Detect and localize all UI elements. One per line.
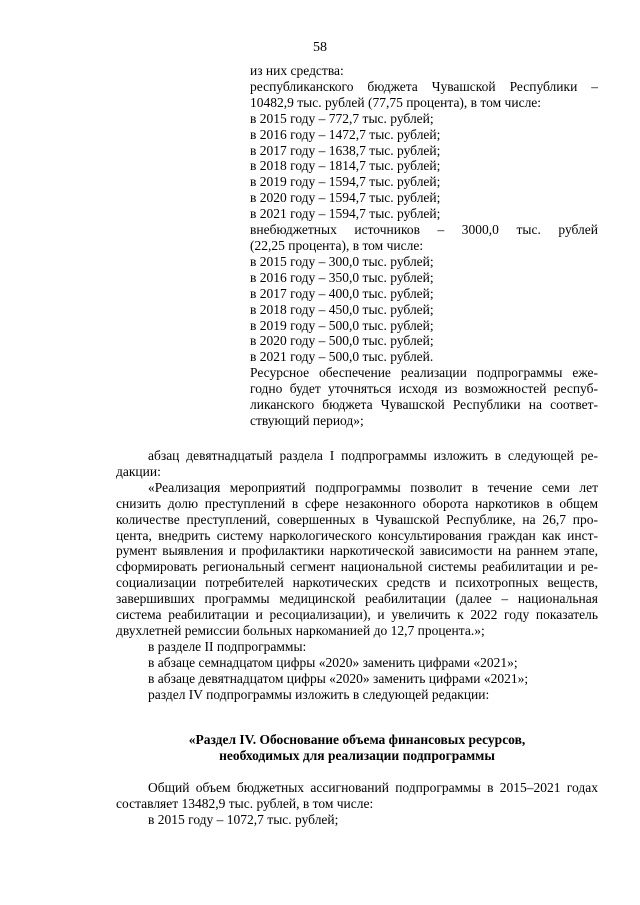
section-heading <box>116 732 598 764</box>
section2-item: в абзаце девятнадцатом цифры «2020» заменить цифрами «2021»; <box>148 670 529 686</box>
section2-intro: в разделе II подпрограммы: <box>148 638 307 654</box>
passport-cell-line: в 2021 году – 500,0 тыс. рублей. <box>250 349 434 365</box>
passport-cell-line: ликанского бюджета Чувашской Республики на соответ- <box>250 397 598 413</box>
abzac-intro-line: дакции: <box>116 463 161 479</box>
passport-cell-line: в 2018 году – 1814,7 тыс. рублей; <box>250 158 441 174</box>
passport-cell-line: ствующий период»; <box>250 412 364 428</box>
passport-cell-line: в 2020 году – 1594,7 тыс. рублей; <box>250 190 441 206</box>
heading-line: необходимых для реализации подпрограммы <box>219 748 495 763</box>
passport-cell-line: 10482,9 тыс. рублей (77,75 процента), в том числе: <box>250 94 542 110</box>
section4-intro: раздел IV подпрограммы изложить в следующей редакции: <box>148 686 490 702</box>
passport-cell-line: годно будет уточняться исходя из возможностей респуб- <box>250 381 598 397</box>
quote-line: завершивших программы медицинской реабилитации (далее – национальная <box>116 591 598 607</box>
funding-total-block <box>116 780 598 828</box>
quote-line: социализации потребителей наркотических средств и психотропных веществ, <box>116 575 598 591</box>
quote-line: румент выявления и профилактики наркотической зависимости на раннем этапе, <box>116 543 598 559</box>
quote-line: цента, внедрить систему наркологического консультирования граждан как инст- <box>116 527 598 543</box>
passport-cell-line: в 2019 году – 1594,7 тыс. рублей; <box>250 174 441 190</box>
passport-cell-line: в 2017 году – 1638,7 тыс. рублей; <box>250 142 441 158</box>
passport-cell-line: в 2016 году – 350,0 тыс. рублей; <box>250 269 434 285</box>
passport-cell-line: в 2016 году – 1472,7 тыс. рублей; <box>250 126 441 142</box>
quote-line: «Реализация мероприятий подпрограммы позволит в течение семи лет <box>148 479 598 495</box>
amendment-text-block <box>116 448 598 703</box>
quoted-paragraph <box>116 480 598 639</box>
quote-line: двухлетней ремиссии больных наркоманией до 12,7 процента.»; <box>116 622 485 638</box>
passport-cell-line: (22,25 процента), в том числе: <box>250 237 424 253</box>
passport-cell-line: в 2015 году – 300,0 тыс. рублей; <box>250 253 434 269</box>
total-line: в 2015 году – 1072,7 тыс. рублей; <box>148 811 339 827</box>
passport-cell-line: из них средства: <box>250 63 344 78</box>
total-line: Общий объем бюджетных ассигнований подпрограммы в 2015–2021 годах <box>148 780 598 795</box>
passport-cell-line: в 2021 году – 1594,7 тыс. рублей; <box>250 206 441 222</box>
section2-item: в абзаце семнадцатом цифры «2020» заменить цифрами «2021»; <box>148 654 518 670</box>
passport-cell-line: Ресурсное обеспечение реализации подпрограммы еже- <box>250 365 598 381</box>
total-line: составляет 13482,9 тыс. рублей, в том числе: <box>116 795 374 811</box>
quote-line: система реабилитации и ресоциализации), и увеличить к 2022 году показатель <box>116 607 598 623</box>
passport-cell-line: в 2019 году – 500,0 тыс. рублей; <box>250 317 434 333</box>
passport-cell-line: в 2015 году – 772,7 тыс. рублей; <box>250 110 434 126</box>
passport-cell-line: в 2017 году – 400,0 тыс. рублей; <box>250 285 434 301</box>
quote-line: снизить долю преступлений в сфере незаконного оборота наркотиков в общем <box>116 495 598 511</box>
passport-cell-line: в 2018 году – 450,0 тыс. рублей; <box>250 301 434 317</box>
page-number: 58 <box>313 40 327 55</box>
abzac-intro-line: абзац девятнадцатый раздела I подпрограммы изложить в следующей ре- <box>148 448 598 463</box>
quote-line: сформировать региональный сегмент национальной системы реабилитации и ре- <box>116 559 598 575</box>
passport-cell-line: в 2020 году – 500,0 тыс. рублей; <box>250 333 434 349</box>
quote-line: количестве преступлений, совершенных в Чувашской Республике, на 26,7 про- <box>116 511 598 527</box>
passport-cell-funding <box>250 63 598 429</box>
heading-line: «Раздел IV. Обоснование объема финансовых ресурсов, <box>188 732 526 747</box>
passport-cell-line: внебюджетных источников – 3000,0 тыс. рублей <box>250 222 598 238</box>
passport-cell-line: республиканского бюджета Чувашской Республики – <box>250 78 598 94</box>
